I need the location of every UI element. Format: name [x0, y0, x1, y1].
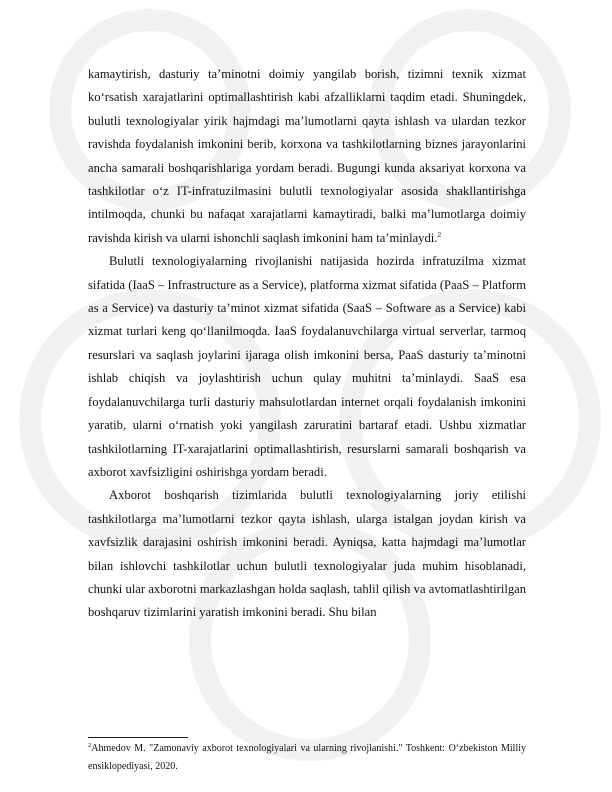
footnote-text: Ahmedov M. "Zamonaviy axborot texnologiyalari va ularning rivojlanishi." Toshkent: O‘zbekiston Milliy ensiklopediyasi, 2020.: [88, 743, 526, 772]
footnote-divider: [88, 737, 188, 738]
footnote: [88, 740, 526, 776]
document-page: [88, 63, 526, 625]
paragraph-1-text: kamaytirish, dasturiy ta’minotni doimiy yangilab borish, tizimni texnik xizmat ko‘rsatish xarajatlarini optimallashtirish kabi afzalliklarni taqdim etadi. Shuningdek, bulutli texnologiyalar yirik hajmdagi ma’lumotlarni qayta ishlash va ulardan tezkor ravishda foydalanish imkonini berib, korxona va tashkilotlarning biznes jarayonlarini ancha samarali boshqarishlariga yordam beradi. Bugungi kunda aksariyat korxona va tashkilotlar o‘z IT-infratuzilmasini bulutli texnologiyalar asosida shakllantirishga intilmoqda, chunki bu nafaqat xarajatlarni kamaytiradi, balki ma’lumotlarga doimiy ravishda kirish va ularni ishonchli saqlash imkonini ham ta’minlaydi.: [88, 67, 526, 245]
paragraph-3-text: Axborot boshqarish tizimlarida bulutli texnologiyalarning joriy etilishi tashkilotlarga ma’lumotlarni tezkor qayta ishlash, ularga istalgan joydan kirish va xavfsizlik darajasini oshirish imkonini beradi. Ayniqsa, katta hajmdagi ma’lumotlar bilan ishlovchi tashkilotlar uchun bulutli texnologiyalar juda muhim hisoblanadi, chunki ular axborotni markazlashgan holda saqlash, tahlil qilish va avtomatlashtirilgan boshqaruv tizimlarini yaratish imkonini beradi. Shu bilan: [88, 488, 526, 620]
paragraph-1: [88, 63, 526, 250]
paragraph-2-text: Bulutli texnologiyalarning rivojlanishi natijasida hozirda infratuzilma xizmat sifatida (IaaS – Infrastructure as a Service), platforma xizmat sifatida (PaaS – Platform as a Service) va dasturiy ta’minot xizmat sifatida (SaaS – Software as a Service) kabi xizmat turlari keng qo‘llanilmoqda. IaaS foydalanuvchilarga virtual serverlar, tarmoq resurslari va saqlash joylarini ijaraga olish imkonini bersa, PaaS dasturiy ta’minotni ishlab chiqish va joylashtirish uchun qulay muhitni ta’minlaydi. SaaS esa foydalanuvchilarga turli dasturiy mahsulotlardan internet orqali foydalanish imkonini yaratib, ularni o‘rnatish yoki yangilash zaruratini bartaraf etadi. Ushbu xizmatlar tashkilotlarning IT-xarajatlarini optimallashtirish, resurslarni samarali boshqarish va axborot xavfsizligini oshirishga yordam beradi.: [88, 254, 526, 479]
footnote-number: 2: [88, 742, 92, 749]
paragraph-2: [88, 250, 526, 484]
paragraph-3: [88, 484, 526, 624]
footnote-reference[interactable]: 2: [437, 229, 442, 239]
